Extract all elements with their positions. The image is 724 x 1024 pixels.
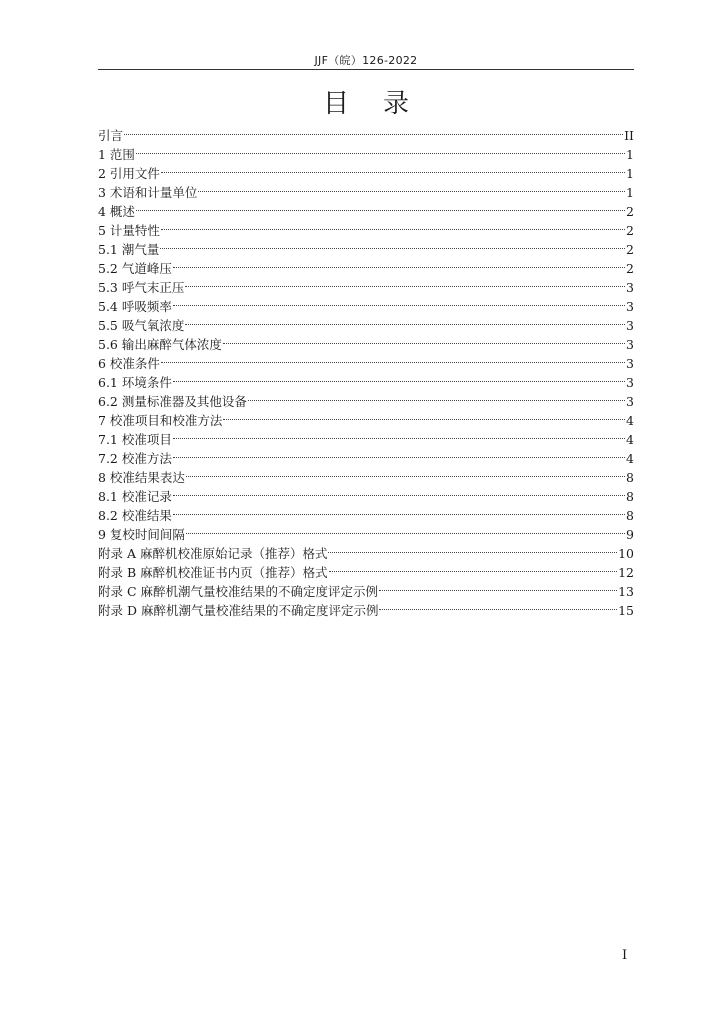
toc-dot-leader xyxy=(185,311,625,330)
toc-dot-leader xyxy=(379,596,617,615)
toc-entry-page: 2 xyxy=(626,261,634,276)
toc-dot-leader xyxy=(136,140,625,159)
toc-dot-leader xyxy=(173,501,625,520)
toc-entry-page: 1 xyxy=(626,147,634,162)
toc-entry-page: 3 xyxy=(626,356,634,371)
toc-entry-label: 5.3 呼气末正压 xyxy=(98,280,185,295)
toc-entry-label: 5 计量特性 xyxy=(98,223,160,238)
toc-entry[interactable] xyxy=(98,425,634,447)
toc-entry-label: 7.1 校准项目 xyxy=(98,432,172,447)
toc-entry[interactable] xyxy=(98,254,634,276)
toc-entry-label: 5.2 气道峰压 xyxy=(98,261,172,276)
toc-dot-leader xyxy=(173,292,625,311)
toc-dot-leader xyxy=(329,558,617,577)
toc-dot-leader xyxy=(248,387,625,406)
toc-dot-leader xyxy=(173,482,625,501)
toc-entry-label: 8 校准结果表达 xyxy=(98,470,185,485)
toc-entry-label: 附录 A 麻醉机校准原始记录（推荐）格式 xyxy=(98,546,328,561)
toc-entry-page: 3 xyxy=(626,280,634,295)
toc-title: 目录 xyxy=(322,89,443,119)
toc-dot-leader xyxy=(223,406,625,425)
toc-dot-leader xyxy=(173,254,625,273)
page-number: I xyxy=(622,948,628,963)
toc-dot-leader xyxy=(161,159,625,178)
toc-dot-leader xyxy=(160,235,625,254)
toc-dot-leader xyxy=(198,178,625,197)
toc-entry-label: 8.2 校准结果 xyxy=(98,508,172,523)
toc-dot-leader xyxy=(186,520,625,539)
toc-entry[interactable] xyxy=(98,178,634,200)
toc-entry[interactable] xyxy=(98,273,634,295)
toc-entry-label: 9 复校时间间隔 xyxy=(98,527,185,542)
toc-entry-page: 4 xyxy=(626,432,634,447)
toc-entry-page: 3 xyxy=(626,337,634,352)
toc-entry[interactable] xyxy=(98,235,634,257)
toc-entry-label: 7.2 校准方法 xyxy=(98,451,172,466)
toc-entry-label: 8.1 校准记录 xyxy=(98,489,172,504)
toc-dot-leader xyxy=(136,197,625,216)
toc-entry[interactable] xyxy=(98,387,634,409)
toc-entry-page: 1 xyxy=(626,185,634,200)
toc-dot-leader xyxy=(186,463,625,482)
toc-dot-leader xyxy=(173,368,625,387)
toc-entry[interactable] xyxy=(98,501,634,523)
toc-entry-page: 10 xyxy=(618,546,634,561)
toc-entry-label: 5.6 输出麻醉气体浓度 xyxy=(98,337,222,352)
toc-dot-leader xyxy=(173,425,625,444)
toc-entry-page: 4 xyxy=(626,413,634,428)
toc-entry-label: 5.1 潮气量 xyxy=(98,242,160,257)
toc-entry-page: 2 xyxy=(626,223,634,238)
toc-entry-page: 4 xyxy=(626,451,634,466)
toc-entry-label: 5.5 吸气氧浓度 xyxy=(98,318,185,333)
toc-entry-page: II xyxy=(624,128,634,143)
toc-entry[interactable] xyxy=(98,292,634,314)
toc-entry[interactable] xyxy=(98,520,634,542)
toc-list xyxy=(98,121,634,618)
toc-dot-leader xyxy=(379,577,617,596)
toc-entry-label: 附录 B 麻醉机校准证书内页（推荐）格式 xyxy=(98,565,328,580)
toc-entry[interactable] xyxy=(98,368,634,390)
toc-entry-page: 9 xyxy=(626,527,634,542)
toc-entry-page: 12 xyxy=(618,565,634,580)
toc-dot-leader xyxy=(161,216,625,235)
toc-entry-label: 6 校准条件 xyxy=(98,356,160,371)
toc-entry[interactable] xyxy=(98,311,634,333)
toc-entry-page: 8 xyxy=(626,470,634,485)
toc-entry-label: 3 术语和计量单位 xyxy=(98,185,198,200)
toc-entry-label: 4 概述 xyxy=(98,204,135,219)
running-header: JJF（皖）126-2022 xyxy=(314,54,418,67)
toc-entry-label: 附录 C 麻醉机潮气量校准结果的不确定度评定示例 xyxy=(98,584,379,599)
header-rule xyxy=(98,69,634,70)
toc-entry-page: 8 xyxy=(626,508,634,523)
toc-entry[interactable] xyxy=(98,463,634,485)
toc-dot-leader xyxy=(173,444,625,463)
toc-entry-label: 7 校准项目和校准方法 xyxy=(98,413,223,428)
toc-entry[interactable] xyxy=(98,121,634,143)
toc-entry[interactable] xyxy=(98,349,634,371)
toc-entry[interactable] xyxy=(98,444,634,466)
toc-entry-label: 附录 D 麻醉机潮气量校准结果的不确定度评定示例 xyxy=(98,603,379,618)
toc-entry[interactable] xyxy=(98,197,634,219)
toc-dot-leader xyxy=(161,349,625,368)
toc-entry-page: 13 xyxy=(618,584,634,599)
toc-entry-page: 3 xyxy=(626,299,634,314)
toc-dot-leader xyxy=(124,121,623,140)
toc-dot-leader xyxy=(328,539,617,558)
toc-entry-label: 1 范围 xyxy=(98,147,135,162)
toc-entry-label: 引言 xyxy=(98,128,124,143)
toc-dot-leader xyxy=(185,273,625,292)
toc-entry-page: 3 xyxy=(626,375,634,390)
toc-dot-leader xyxy=(223,330,625,349)
toc-entry-page: 8 xyxy=(626,489,634,504)
toc-entry-page: 1 xyxy=(626,166,634,181)
toc-entry-label: 6.2 测量标准器及其他设备 xyxy=(98,394,247,409)
toc-entry[interactable] xyxy=(98,482,634,504)
toc-entry-page: 3 xyxy=(626,394,634,409)
toc-entry-page: 15 xyxy=(618,603,634,618)
toc-entry[interactable] xyxy=(98,159,634,181)
toc-entry-page: 3 xyxy=(626,318,634,333)
toc-entry-page: 2 xyxy=(626,242,634,257)
toc-entry-label: 6.1 环境条件 xyxy=(98,375,172,390)
toc-entry-page: 2 xyxy=(626,204,634,219)
toc-entry[interactable] xyxy=(98,140,634,162)
toc-entry[interactable] xyxy=(98,216,634,238)
toc-entry-label: 2 引用文件 xyxy=(98,166,160,181)
toc-entry-label: 5.4 呼吸频率 xyxy=(98,299,172,314)
